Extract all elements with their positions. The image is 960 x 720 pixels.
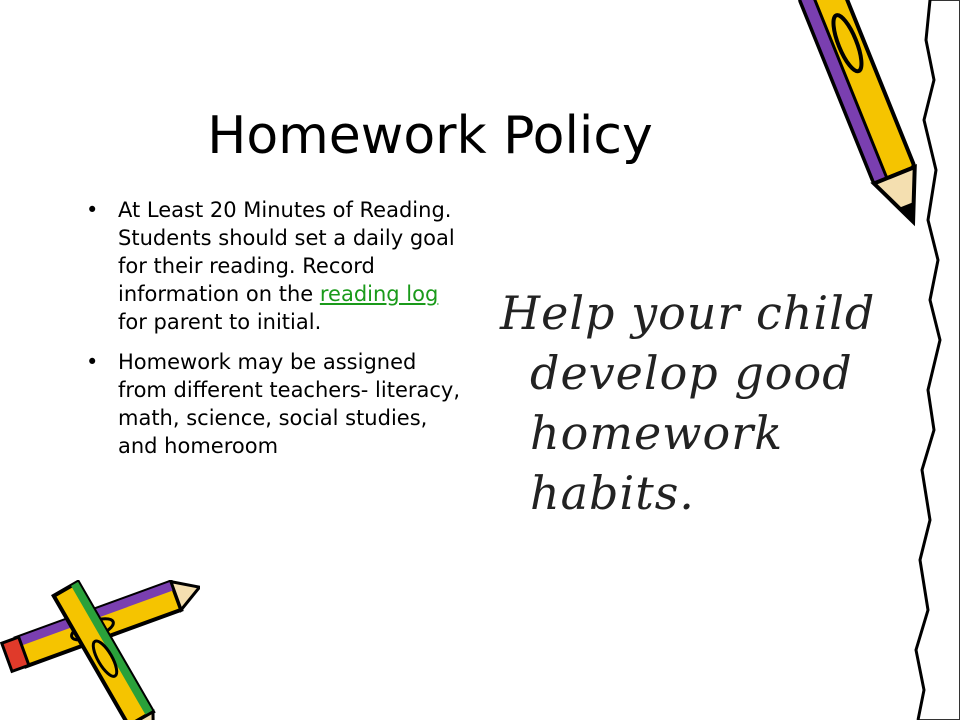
bullet-icon: • <box>86 350 99 374</box>
bullet-icon: • <box>86 198 99 222</box>
crossed-pencils-icon <box>0 580 200 720</box>
bullet-text-after-link: for parent to initial. <box>118 310 322 334</box>
bullet-text: Homework may be assigned from different teachers- literacy, math, science, social studies, and homeroom <box>118 350 461 458</box>
page-title: Homework Policy <box>207 106 653 166</box>
bullet-text-before-link: At Least 20 Minutes of Reading. Students should set a daily goal for their reading. Record information on the <box>118 198 455 306</box>
handwritten-note: Help your child develop good homework habits. <box>500 286 876 520</box>
bullet-list <box>86 196 466 472</box>
reading-log-link[interactable]: reading log <box>319 282 439 306</box>
pencil-icon <box>790 0 950 230</box>
list-item <box>86 348 466 460</box>
list-item <box>86 196 466 336</box>
